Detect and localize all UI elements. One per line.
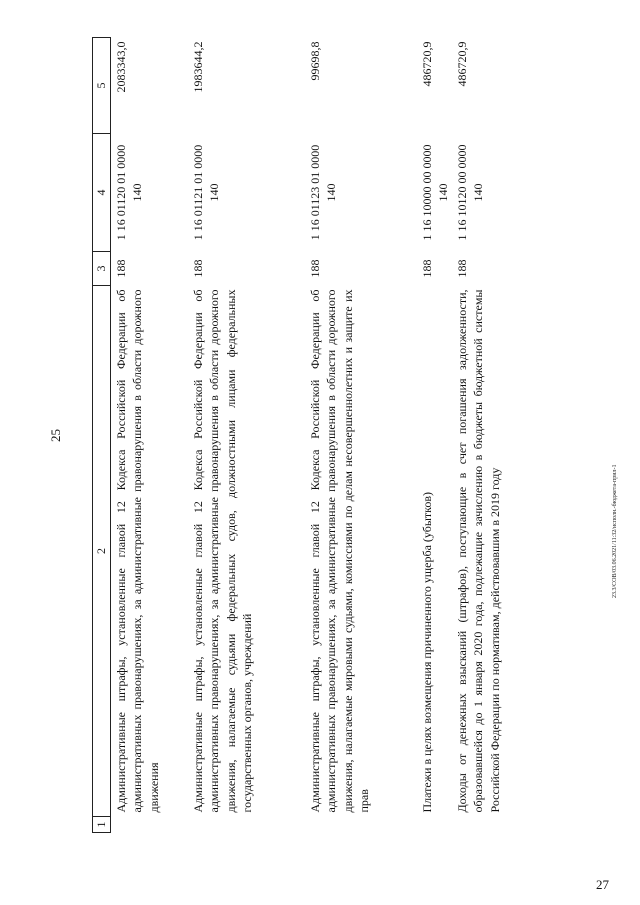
table-row [110,38,188,833]
cell-description: Платежи в целях возмещения причиненного ущерба (убытков) [419,491,434,813]
cell-budget-code: 1 16 01120 01 0000 140 [113,144,145,241]
cell-budget-code: 1 16 01123 01 0000 140 [307,144,339,241]
cell-amount: 486720,9 [454,41,469,87]
column-header-3: 3 [93,252,111,286]
table-row [305,38,417,833]
cell-budget-code: 1 16 01121 01 0000 140 [190,144,222,241]
cell-admin-code: 188 [454,259,469,278]
table-row [417,38,452,833]
cell-index [417,817,452,833]
table-row [188,38,305,833]
revenue-table-rotated [92,37,544,833]
column-header-4: 4 [93,134,111,252]
page-number-bottom: 27 [596,877,609,892]
cell-admin-code: 188 [419,259,434,278]
cell-admin-code: 188 [190,259,205,278]
table-header-row [93,38,111,833]
revenue-table [92,37,550,833]
column-header-1: 1 [93,817,111,833]
cell-index [452,817,550,833]
cell-index [188,817,305,833]
column-header-5: 5 [93,38,111,134]
cell-budget-code: 1 16 10120 00 0000 140 [454,144,486,241]
cell-index [110,817,188,833]
cell-amount: 99698,8 [307,41,322,81]
cell-admin-code: 188 [307,259,322,278]
cell-amount: 2083343,0 [113,41,128,93]
table-row [452,38,550,833]
cell-amount: 1983644,2 [190,41,205,93]
cell-amount: 486720,9 [419,41,434,87]
cell-budget-code: 1 16 10000 00 0000 140 [419,144,451,241]
cell-description: Административные штрафы, установленные главой 12 Кодекса Российской Федерации об административных правонарушениях, за административные правонарушения в области дорожного движения [113,289,161,813]
cell-description: Административные штрафы, установленные главой 12 Кодекса Российской Федерации об административных правонарушениях, за административные правонарушения в области дорожного движения, налагаемые судьями федеральных судов, должностными лицами федеральных государственных органов, учреждений [190,289,255,813]
footer-document-code: 23.3/СОВ/03.06.2021/11:32/исполн.-бюджета-прил-1 [612,464,618,598]
cell-description: Доходы от денежных взысканий (штрафов), поступающие в счет погашения задолженности, образовавшейся до 1 января 2020 года, подлежащие зачислению в бюджеты бюджетной системы Российской Федерации по нормативам, действовавшим в 2019 году [454,289,502,813]
cell-index [305,817,417,833]
cell-admin-code: 188 [113,259,128,278]
page-number-top: 25 [48,429,63,442]
column-header-2: 2 [93,286,111,817]
cell-description: Административные штрафы, установленные главой 12 Кодекса Российской Федерации об административных правонарушениях, за административные правонарушения в области дорожного движения, налагаемые мировыми судьями, комиссиями по делам несовершеннолетних и защите их прав [307,289,372,813]
